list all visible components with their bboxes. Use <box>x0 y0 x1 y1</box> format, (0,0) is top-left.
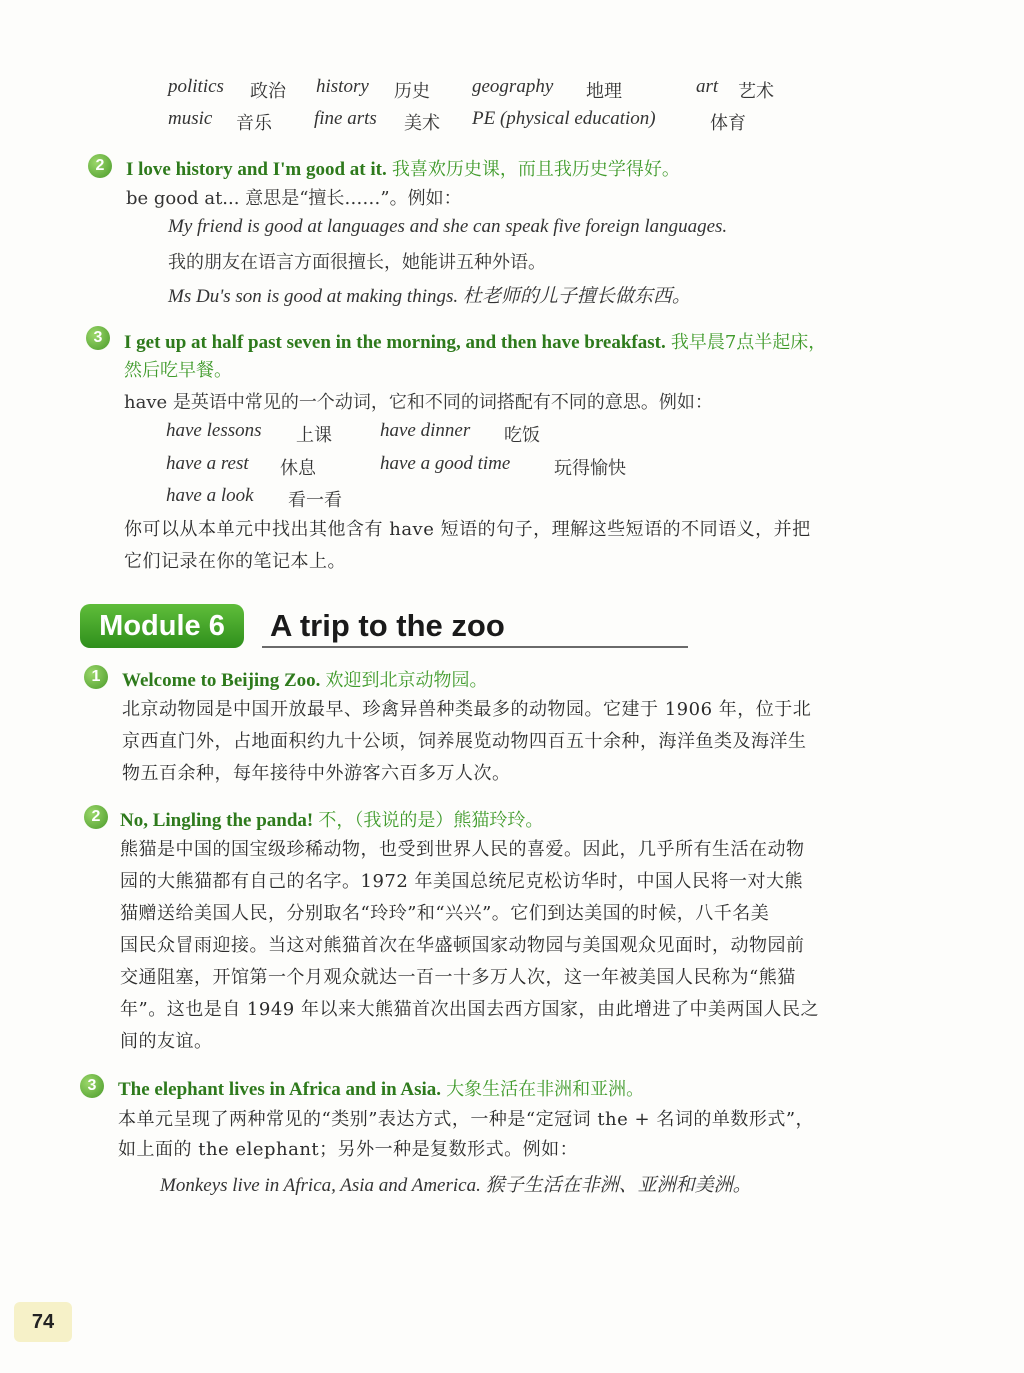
note-2-number-icon: 2 <box>88 154 112 178</box>
m2-line-3: 猫赠送给美国人民，分别取名“玲玲”和“兴兴”。它们到达美国的时候，八千名美 <box>120 903 770 924</box>
vocab-art-zh: 艺术 <box>738 81 774 102</box>
m3-number-icon: 3 <box>80 1074 104 1098</box>
have-phrases <box>166 420 766 516</box>
m3-heading <box>118 1075 644 1101</box>
phrase-have-a-rest-zh: 休息 <box>280 458 316 479</box>
phrase-have-lessons-zh: 上课 <box>296 425 332 446</box>
m1-number-icon: 1 <box>84 665 108 689</box>
vocab-history: history <box>316 76 369 97</box>
note-3-explain: have 是英语中常见的一个动词，它和不同的词搭配有不同的意思。例如： <box>124 392 713 413</box>
vocab-pe-zh: 体育 <box>710 113 746 134</box>
vocab-art: art <box>696 76 719 97</box>
m1-heading <box>122 666 488 692</box>
page-number: 74 <box>14 1302 72 1342</box>
m2-line-4: 国民众冒雨迎接。当这对熊猫首次在华盛顿国家动物园与美国观众见面时，动物园前 <box>120 935 805 956</box>
m2-heading-en: No, Lingling the panda! <box>120 810 314 831</box>
m2-line-6: 年”。这也是自 1949 年以来大熊猫首次出国去西方国家，由此增进了中美两国人民之 <box>120 999 819 1020</box>
phrase-have-dinner-zh: 吃饭 <box>504 425 540 446</box>
vocab-music-zh: 音乐 <box>236 113 272 134</box>
m3-heading-en: The elephant lives in Africa and in Asia. <box>118 1079 442 1100</box>
note-3-heading-zh-1: 我早晨7点半起床， <box>670 332 827 353</box>
phrase-have-a-look-zh: 看一看 <box>288 490 342 511</box>
m3-line-1: 本单元呈现了两种常见的“类别”表达方式，一种是“定冠词 the + 名词的单数形式”， <box>118 1109 815 1130</box>
m3-example: Monkeys live in Africa, Asia and America. 猴子生活在非洲、亚洲和美洲。 <box>160 1175 752 1196</box>
m1-line-1: 北京动物园是中国开放最早、珍禽异兽种类最多的动物园。它建于 1906 年，位于北 <box>122 699 812 720</box>
module-badge: Module 6 <box>80 604 244 648</box>
vocab-history-zh: 历史 <box>394 81 430 102</box>
note-3-number-icon: 3 <box>86 326 110 350</box>
m2-heading <box>120 806 543 832</box>
vocab-geography-zh: 地理 <box>586 81 622 102</box>
m2-line-5: 交通阻塞，开馆第一个月观众就达一百一十多万人次，这一年被美国人民称为“熊猫 <box>120 967 796 988</box>
note-2-example-2: Ms Du's son is good at making things. 杜老师的儿子擅长做东西。 <box>168 286 691 307</box>
phrase-have-a-good-time: have a good time <box>380 453 511 474</box>
vocab-fine-arts-zh: 美术 <box>404 113 440 134</box>
m1-line-3: 物五百余种，每年接待中外游客六百多万人次。 <box>122 763 511 784</box>
m3-line-2: 如上面的 the elephant；另外一种是复数形式。例如： <box>118 1139 579 1160</box>
note-2-explain: be good at... 意思是“擅长……”。例如： <box>126 188 462 209</box>
m3-heading-zh: 大象生活在非洲和亚洲。 <box>446 1079 645 1100</box>
module-title-underline <box>262 646 688 648</box>
phrase-have-a-rest: have a rest <box>166 453 249 474</box>
phrase-have-a-good-time-zh: 玩得愉快 <box>554 458 626 479</box>
vocab-pe: PE (physical education) <box>472 108 656 129</box>
m2-number-icon: 2 <box>84 805 108 829</box>
note-2-heading-zh: 我喜欢历史课，而且我历史学得好。 <box>391 159 680 180</box>
m1-heading-zh: 欢迎到北京动物园。 <box>325 670 488 691</box>
vocab-politics-zh: 政治 <box>250 81 286 102</box>
note-3-heading-en: I get up at half past seven in the morning, and then have breakfast. <box>124 332 666 353</box>
note-2-heading <box>126 155 680 181</box>
module-title: A trip to the zoo <box>270 608 505 643</box>
note-3-heading <box>124 328 826 354</box>
phrase-have-a-look: have a look <box>166 485 254 506</box>
vocab-fine-arts: fine arts <box>314 108 377 129</box>
note-2-example-1-en: My friend is good at languages and she can speak five foreign languages. <box>168 216 728 237</box>
m2-line-7: 间的友谊。 <box>120 1031 213 1052</box>
phrase-have-dinner: have dinner <box>380 420 471 441</box>
vocab-geography: geography <box>472 76 554 97</box>
phrase-have-lessons: have lessons <box>166 420 262 441</box>
note-3-heading-zh-2: 然后吃早餐。 <box>124 360 232 381</box>
m2-heading-zh: 不，（我说的是）熊猫玲玲。 <box>318 810 544 831</box>
vocab-politics: politics <box>168 76 224 97</box>
vocab-music: music <box>168 108 213 129</box>
note-3-tip-line-2: 它们记录在你的笔记本上。 <box>124 551 346 572</box>
m2-line-2: 园的大熊猫都有自己的名字。1972 年美国总统尼克松访华时，中国人民将一对大熊 <box>120 871 804 892</box>
m1-heading-en: Welcome to Beijing Zoo. <box>122 670 321 691</box>
vocab-row-1 <box>168 76 848 102</box>
m2-line-1: 熊猫是中国的国宝级珍稀动物，也受到世界人民的喜爱。因此，几乎所有生活在动物 <box>120 839 805 860</box>
m1-line-2: 京西直门外，占地面积约九十公顷，饲养展览动物四百五十余种，海洋鱼类及海洋生 <box>122 731 807 752</box>
note-3-tip-line-1: 你可以从本单元中找出其他含有 have 短语的句子，理解这些短语的不同语义，并把 <box>124 519 811 540</box>
vocab-row-2 <box>168 108 848 134</box>
note-2-heading-en: I love history and I'm good at it. <box>126 159 387 180</box>
note-2-example-1-zh: 我的朋友在语言方面很擅长，她能讲五种外语。 <box>168 252 546 273</box>
